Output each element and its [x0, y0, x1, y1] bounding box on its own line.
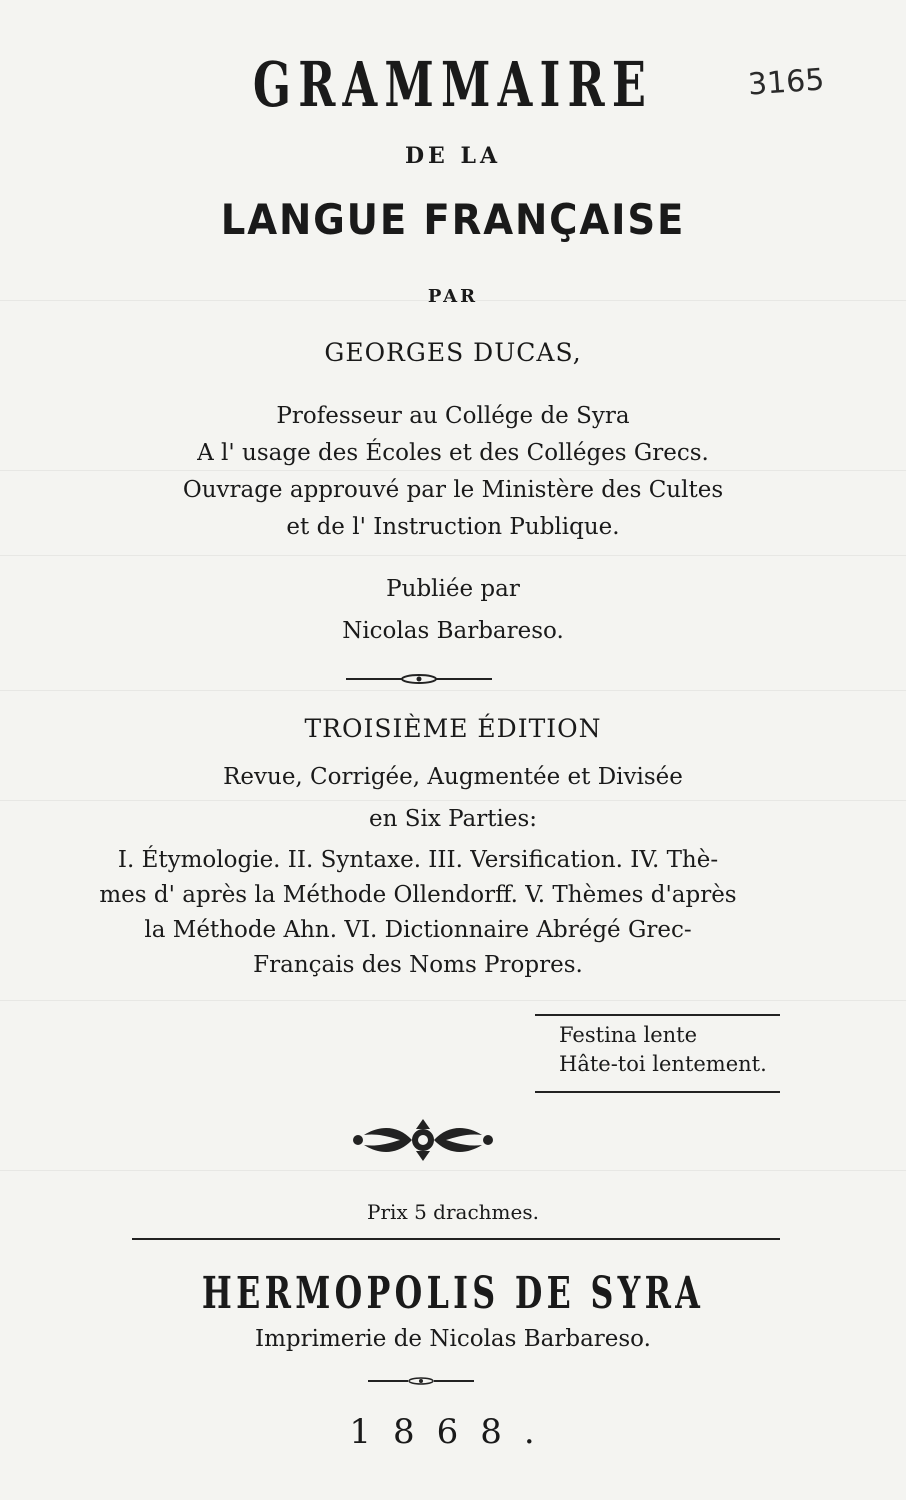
divider-rule — [132, 1238, 780, 1240]
ornament-rule-bottom — [368, 1375, 474, 1387]
author-line-3: Ouvrage approuvé par le Ministère des Cultes — [182, 477, 724, 503]
subtitle-large: LANGUE FRANÇAISE — [220, 195, 686, 244]
author-line-4: et de l' Instruction Publique. — [286, 514, 620, 540]
parts-line-1: I. Étymologie. II. Syntaxe. III. Versification. IV. Thè- — [117, 847, 719, 873]
handwritten-catalog-number: 3165 — [746, 62, 826, 103]
parts-line-2: mes d' après la Méthode Ollendorff. V. Thèmes d'après — [99, 882, 737, 908]
by-line: PAR — [427, 286, 479, 307]
edition-line-2: en Six Parties: — [368, 806, 538, 832]
published-by: Publiée par — [386, 576, 520, 602]
motto-rule-bottom — [535, 1091, 780, 1093]
parts-list — [78, 843, 758, 983]
author-line-1: Professeur au Collége de Syra — [276, 403, 630, 429]
price: Prix 5 drachmes. — [367, 1200, 539, 1224]
motto-rule-top — [535, 1014, 780, 1016]
publication-year: 1868. — [349, 1412, 557, 1452]
book-title: GRAMMAIRE — [252, 48, 654, 121]
floral-ornament — [350, 1117, 496, 1163]
author-name: GEORGES DUCAS, — [324, 338, 582, 367]
publisher-name: Nicolas Barbareso. — [342, 618, 564, 644]
author-line-2: A l' usage des Écoles et des Colléges Grecs. — [197, 440, 709, 466]
ornament-rule-top — [346, 672, 492, 686]
imprint-city: HERMOPOLIS DE SYRA — [201, 1268, 705, 1319]
edition-line-1: Revue, Corrigée, Augmentée et Divisée — [223, 764, 683, 790]
printer-name: Imprimerie de Nicolas Barbareso. — [255, 1326, 651, 1352]
parts-line-4: Français des Noms Propres. — [253, 952, 583, 978]
subtitle-small: DE LA — [404, 143, 502, 169]
motto-latin: Festina lente — [559, 1023, 698, 1047]
motto-box — [535, 1014, 780, 1093]
edition-title: TROISIÈME ÉDITION — [304, 714, 602, 743]
parts-line-3: la Méthode Ahn. VI. Dictionnaire Abrégé Grec- — [144, 917, 692, 943]
motto-french: Hâte-toi lentement. — [559, 1052, 767, 1076]
